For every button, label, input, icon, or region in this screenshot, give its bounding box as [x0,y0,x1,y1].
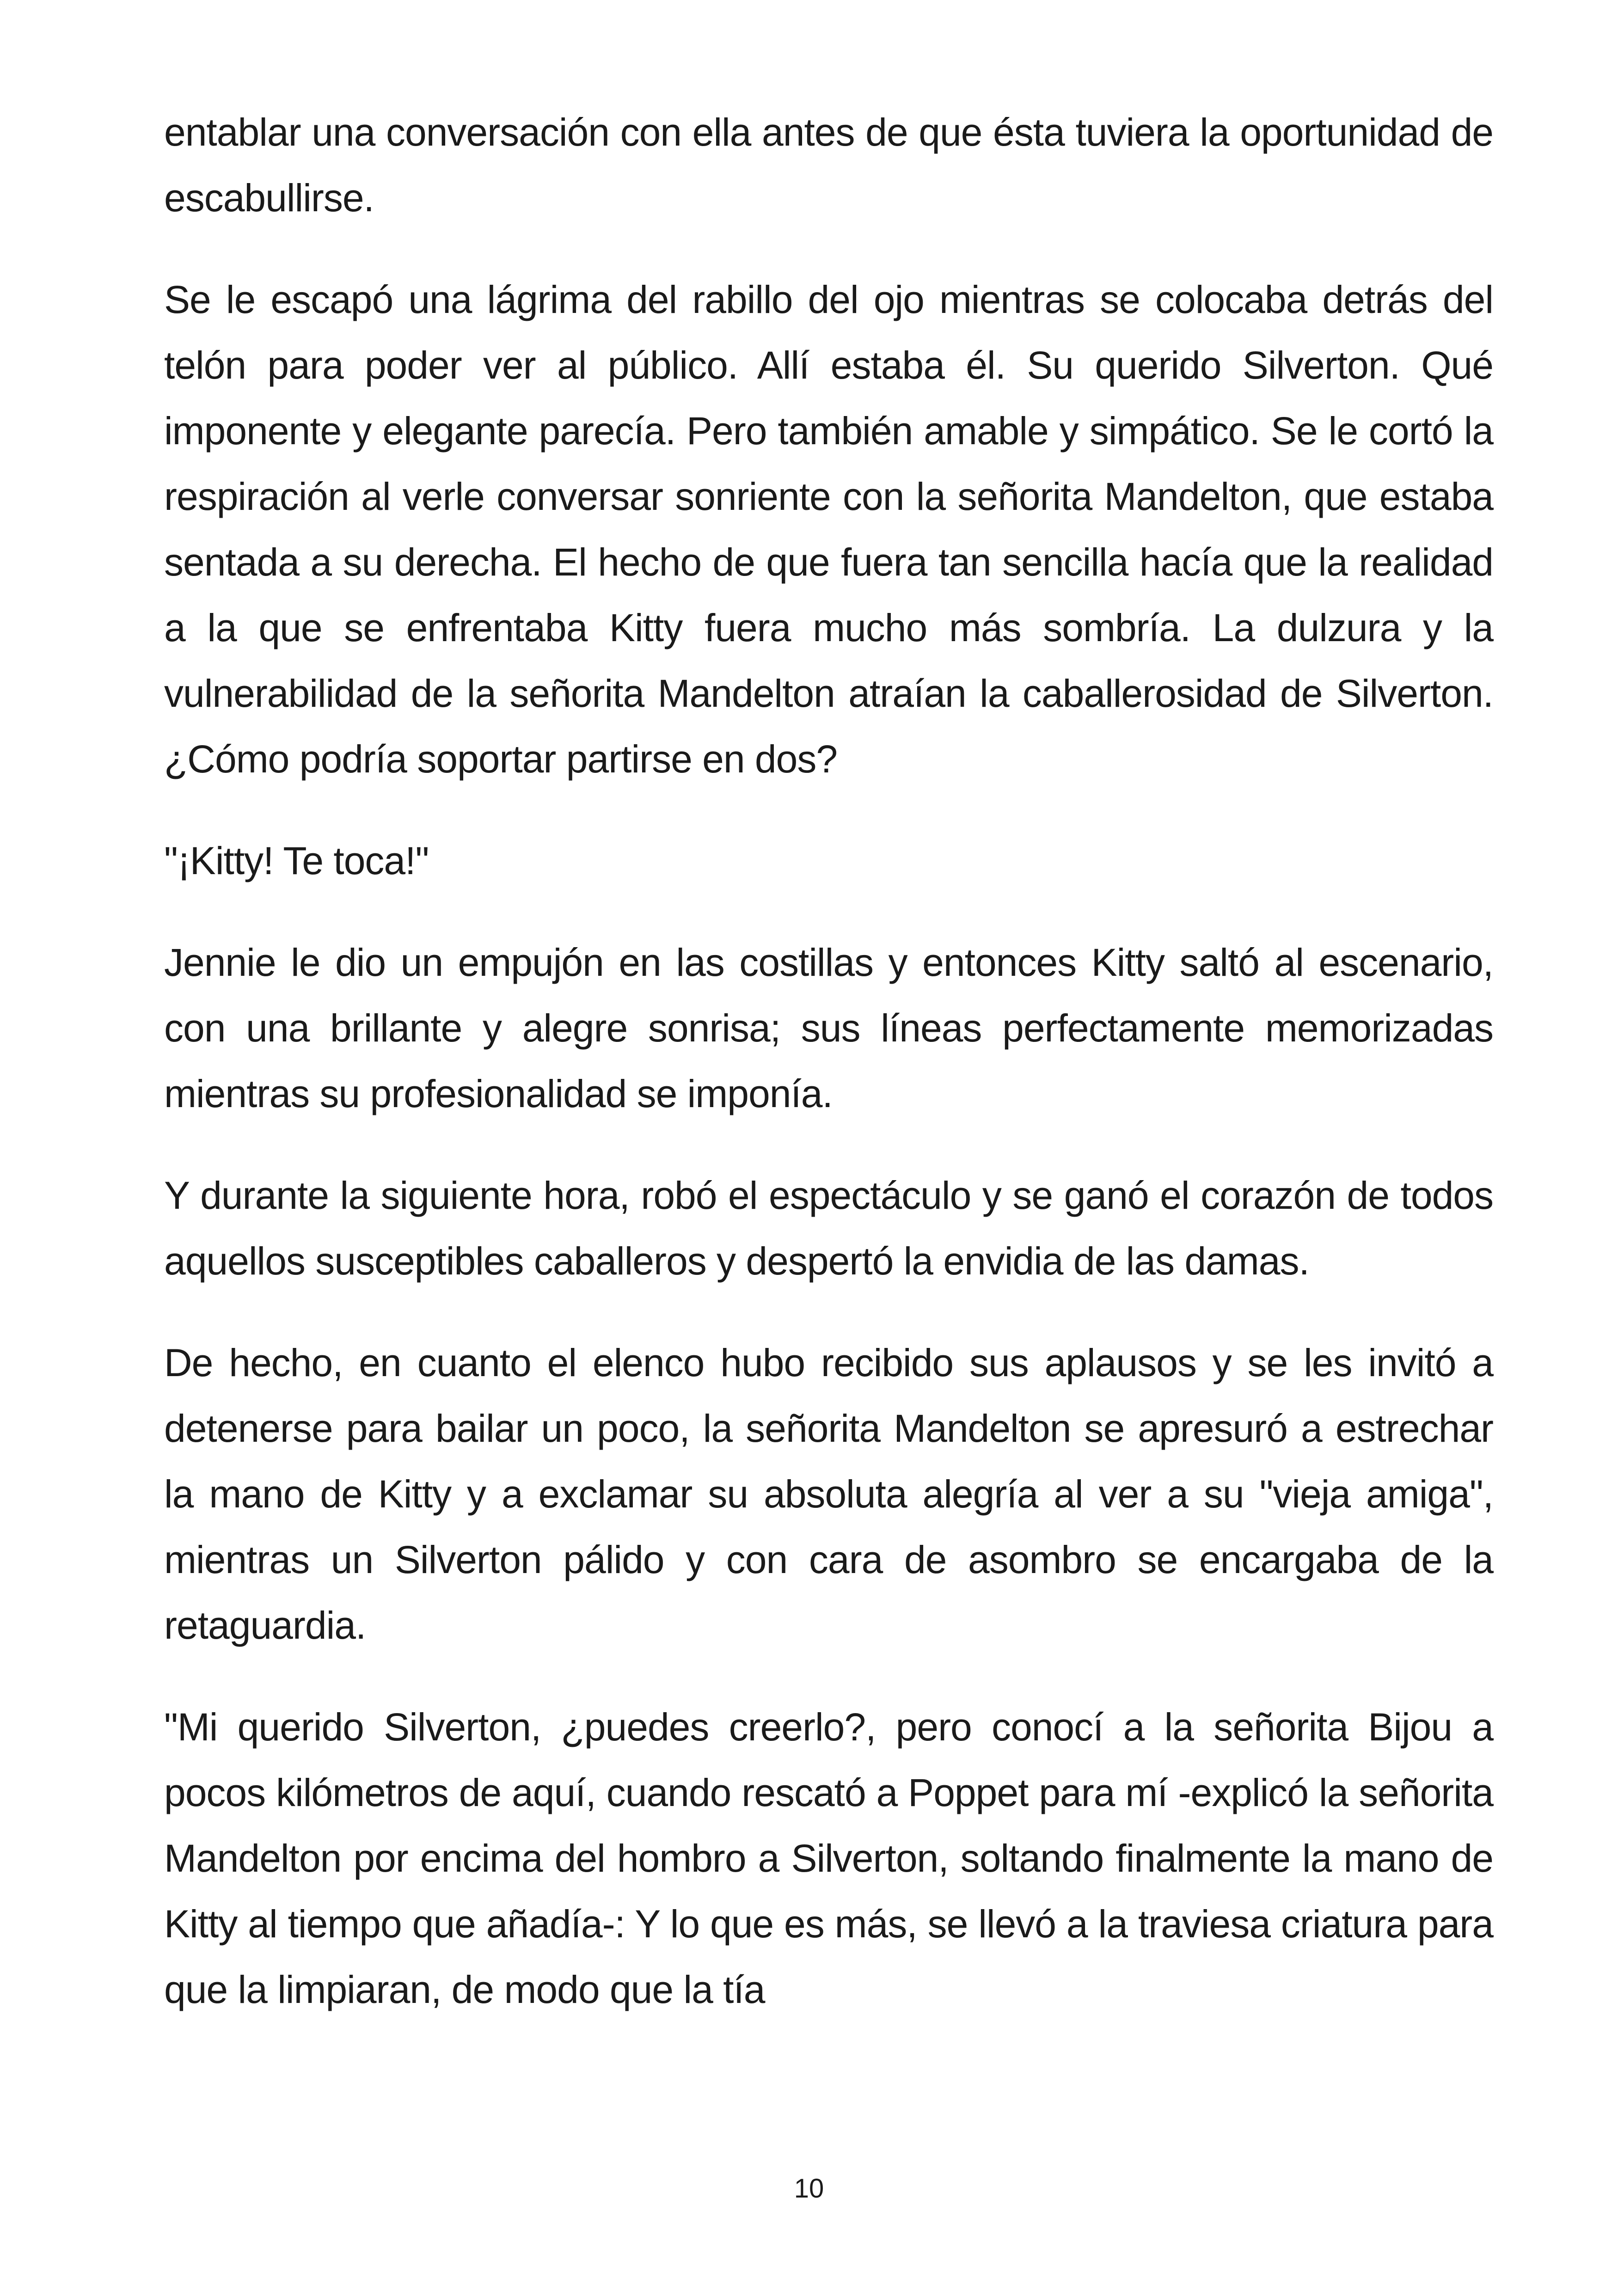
paragraph: "¡Kitty! Te toca!" [164,839,429,882]
body-text [164,99,1493,2058]
paragraph: Jennie le dio un empujón en las costillas y entonces Kitty saltó al escenario, con una brillante y alegre sonrisa; sus líneas perfectamente memorizadas mientras su profesionalidad se imponía. [164,941,1493,1115]
page-number: 10 [794,2174,824,2204]
paragraph: Se le escapó una lágrima del rabillo del ojo mientras se colocaba detrás del telón para poder ver al público. Allí estaba él. Su querido Silverton. Qué imponente y elegante parecía. Pero también amable y simpático. Se le cortó la respiración al verle conversar sonriente con la señorita Mandelton, que estaba sentada a su derecha. El hecho de que fuera tan sencilla hacía que la realidad a la que se enfrentaba Kitty fuera mucho más sombría. La dulzura y la vulnerabilidad de la señorita Mandelton atraían la caballerosidad de Silverton. ¿Cómo podría soportar partirse en dos? [164,278,1493,781]
paragraph: Y durante la siguiente hora, robó el espectáculo y se ganó el corazón de todos aquellos susceptibles caballeros y despertó la envidia de las damas. [164,1174,1493,1283]
paragraph: "Mi querido Silverton, ¿puedes creerlo?, pero conocí a la señorita Bijou a pocos kilómetros de aquí, cuando rescató a Poppet para mí -explicó la señorita Mandelton por encima del hombro a Silverton, soltando finalmente la mano de Kitty al tiempo que añadía-: Y lo que es más, se llevó a la traviesa criatura para que la limpiaran, de modo que la tía [164,1705,1493,2011]
paragraph: De hecho, en cuanto el elenco hubo recibido sus aplausos y se les invitó a detenerse para bailar un poco, la señorita Mandelton se apresuró a estrechar la mano de Kitty y a exclamar su absoluta alegría al ver a su "vieja amiga", mientras un Silverton pálido y con cara de asombro se encargaba de la retaguardia. [164,1341,1493,1647]
paragraph: entablar una conversación con ella antes de que ésta tuviera la oportunidad de escabullirse. [164,110,1493,220]
